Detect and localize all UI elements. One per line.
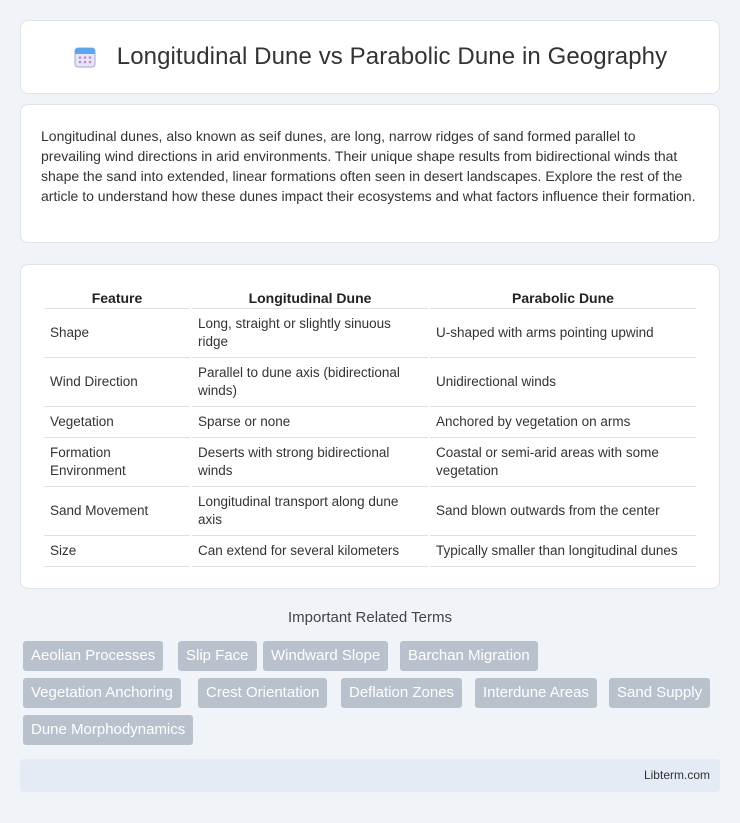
header-feature: Feature xyxy=(44,287,190,309)
header-parabolic: Parabolic Dune xyxy=(430,287,696,309)
table-cell: U-shaped with arms pointing upwind xyxy=(430,309,696,358)
tag-sand-supply[interactable]: Sand Supply xyxy=(609,678,710,708)
table-cell: Deserts with strong bidirectional winds xyxy=(192,438,428,487)
header-longitudinal: Longitudinal Dune xyxy=(192,287,428,309)
table-cell: Longitudinal transport along dune axis xyxy=(192,487,428,536)
table-cell: Coastal or semi-arid areas with some vegetation xyxy=(430,438,696,487)
calendar-icon xyxy=(73,45,97,69)
table-cell: Wind Direction xyxy=(44,358,190,407)
intro-card xyxy=(20,104,720,243)
table-cell: Sparse or none xyxy=(192,407,428,438)
table-cell: Parallel to dune axis (bidirectional winds) xyxy=(192,358,428,407)
table-cell: Anchored by vegetation on arms xyxy=(430,407,696,438)
table-card xyxy=(20,264,720,589)
table-cell: Vegetation xyxy=(44,407,190,438)
table-cell: Formation Environment xyxy=(44,438,190,487)
table-row xyxy=(44,309,696,358)
table-cell: Typically smaller than longitudinal dunes xyxy=(430,536,696,567)
title-card xyxy=(20,20,720,94)
footer xyxy=(20,759,720,792)
table-cell: Sand Movement xyxy=(44,487,190,536)
tag-slip-face[interactable]: Slip Face xyxy=(178,641,257,671)
tag-dune-morphodynamics[interactable]: Dune Morphodynamics xyxy=(23,715,193,745)
page-title: Longitudinal Dune vs Parabolic Dune in Geography xyxy=(116,43,668,70)
table-cell: Long, straight or slightly sinuous ridge xyxy=(192,309,428,358)
table-row xyxy=(44,487,696,536)
intro-text: Longitudinal dunes, also known as seif dunes, are long, narrow ridges of sand formed parallel to prevailing wind directions in arid environments. Their unique shape results from bidirectional winds that shape the sand into extended, linear formations often seen in desert landscapes. Explore the rest of the article to understand how these dunes impact their ecosystems and what factors influence their formation. xyxy=(41,128,696,204)
table-cell: Can extend for several kilometers xyxy=(192,536,428,567)
tag-barchan-migration[interactable]: Barchan Migration xyxy=(400,641,538,671)
table-header-row xyxy=(44,287,696,309)
table-cell: Shape xyxy=(44,309,190,358)
tag-vegetation-anchoring[interactable]: Vegetation Anchoring xyxy=(23,678,181,708)
footer-site-link[interactable]: Libterm.com xyxy=(643,768,710,782)
tag-deflation-zones[interactable]: Deflation Zones xyxy=(341,678,462,708)
table-row xyxy=(44,407,696,438)
tag-aeolian-processes[interactable]: Aeolian Processes xyxy=(23,641,163,671)
table-cell: Size xyxy=(44,536,190,567)
tag-windward-slope[interactable]: Windward Slope xyxy=(263,641,388,671)
comparison-table xyxy=(42,287,698,567)
tag-interdune-areas[interactable]: Interdune Areas xyxy=(475,678,597,708)
table-cell: Unidirectional winds xyxy=(430,358,696,407)
table-row xyxy=(44,438,696,487)
tag-crest-orientation[interactable]: Crest Orientation xyxy=(198,678,327,708)
table-row xyxy=(44,536,696,567)
related-terms-title: Important Related Terms xyxy=(288,609,452,626)
table-cell: Sand blown outwards from the center xyxy=(430,487,696,536)
table-row xyxy=(44,358,696,407)
